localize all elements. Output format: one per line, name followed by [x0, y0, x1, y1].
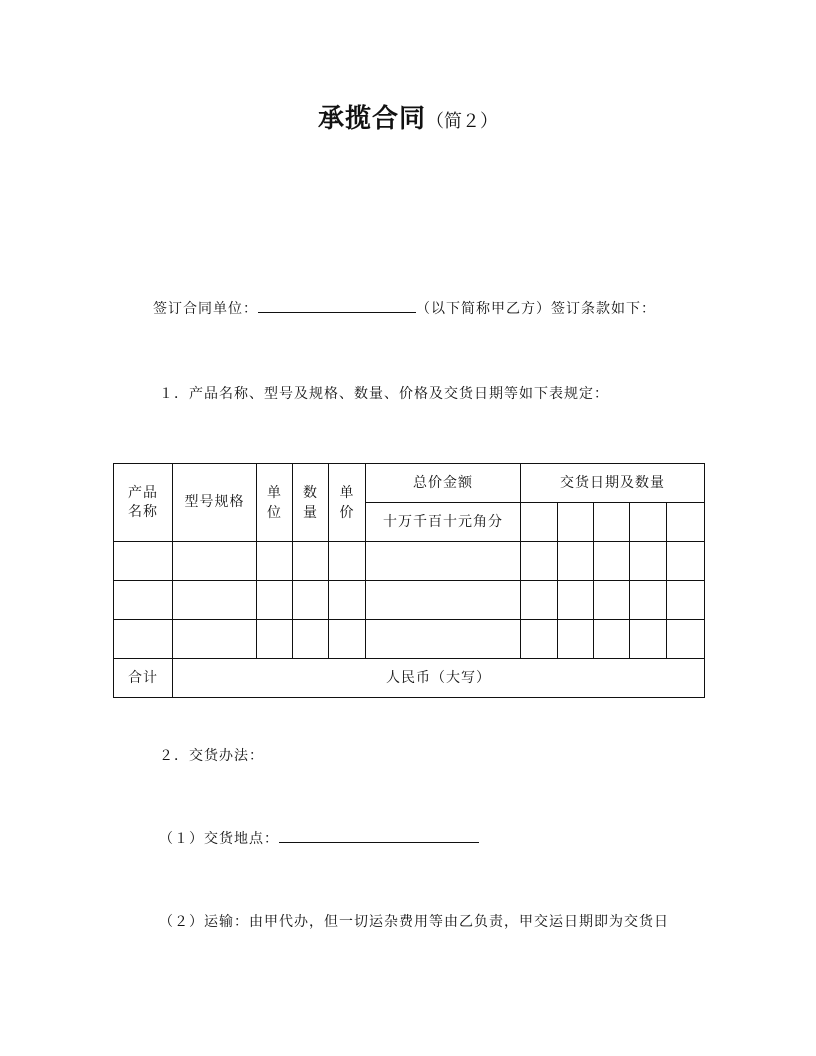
table-total-row	[114, 659, 705, 698]
rmb-amount-cell: 人民币（大写）	[173, 659, 705, 698]
title-sub: （简２）	[426, 111, 498, 132]
table-row	[114, 620, 705, 659]
header-unit-price: 单价	[329, 464, 366, 542]
table-cell[interactable]	[173, 581, 257, 620]
clause-2: ２．交货办法：	[159, 748, 264, 764]
table-cell[interactable]	[366, 542, 521, 581]
table-cell[interactable]	[293, 620, 329, 659]
header-quantity: 数量	[293, 464, 329, 542]
table-cell[interactable]	[630, 620, 667, 659]
table-cell[interactable]	[257, 620, 293, 659]
table-cell[interactable]	[630, 542, 667, 581]
table-cell[interactable]	[114, 542, 173, 581]
table-row	[114, 542, 705, 581]
header-unit: 单位	[257, 464, 293, 542]
transport-clause: （２）运输：由甲代办，但一切运杂费用等由乙负责，甲交运日期即为交货日	[159, 914, 669, 930]
table-cell[interactable]	[329, 581, 366, 620]
table-cell[interactable]	[257, 542, 293, 581]
header-total-amount: 总价金额	[366, 464, 521, 503]
table-header-row	[114, 464, 705, 503]
table-cell[interactable]	[114, 620, 173, 659]
table-cell[interactable]	[366, 581, 521, 620]
table-cell	[521, 503, 558, 542]
table-cell[interactable]	[173, 620, 257, 659]
table-cell[interactable]	[630, 581, 667, 620]
title-main: 承揽合同	[317, 104, 426, 134]
delivery-location-blank[interactable]	[279, 828, 479, 843]
table-cell[interactable]	[521, 542, 558, 581]
table-cell[interactable]	[293, 542, 329, 581]
delivery-location-line	[159, 828, 479, 848]
table-cell[interactable]	[667, 581, 705, 620]
table-cell[interactable]	[521, 581, 558, 620]
header-delivery: 交货日期及数量	[521, 464, 705, 503]
intro-suffix: （以下简称甲乙方）签订条款如下：	[416, 301, 656, 317]
table-cell[interactable]	[366, 620, 521, 659]
table-row	[114, 581, 705, 620]
table-cell[interactable]	[558, 581, 594, 620]
table-cell[interactable]	[558, 620, 594, 659]
table-cell[interactable]	[114, 581, 173, 620]
clause-1: １．产品名称、型号及规格、数量、价格及交货日期等如下表规定：	[159, 386, 609, 402]
table-cell[interactable]	[594, 620, 630, 659]
table-cell	[594, 503, 630, 542]
product-table	[113, 463, 705, 698]
table-cell[interactable]	[329, 620, 366, 659]
delivery-location-label: （１）交货地点：	[159, 831, 279, 847]
header-model-spec: 型号规格	[173, 464, 257, 542]
table-cell[interactable]	[293, 581, 329, 620]
table-cell[interactable]	[257, 581, 293, 620]
intro-line	[153, 298, 656, 318]
header-product-name: 产品 名称	[114, 464, 173, 542]
table-cell	[667, 503, 705, 542]
table-cell[interactable]	[521, 620, 558, 659]
table-cell	[558, 503, 594, 542]
intro-prefix: 签订合同单位：	[153, 301, 258, 317]
table-cell[interactable]	[594, 581, 630, 620]
table-cell[interactable]	[594, 542, 630, 581]
table-cell	[630, 503, 667, 542]
party-name-blank[interactable]	[258, 298, 416, 313]
table-cell[interactable]	[329, 542, 366, 581]
table-cell[interactable]	[173, 542, 257, 581]
header-amount-digits: 十万千百十元角分	[366, 503, 521, 542]
total-label: 合计	[114, 659, 173, 698]
table-cell[interactable]	[667, 542, 705, 581]
table-cell[interactable]	[667, 620, 705, 659]
document-title	[0, 98, 816, 135]
table-cell[interactable]	[558, 542, 594, 581]
